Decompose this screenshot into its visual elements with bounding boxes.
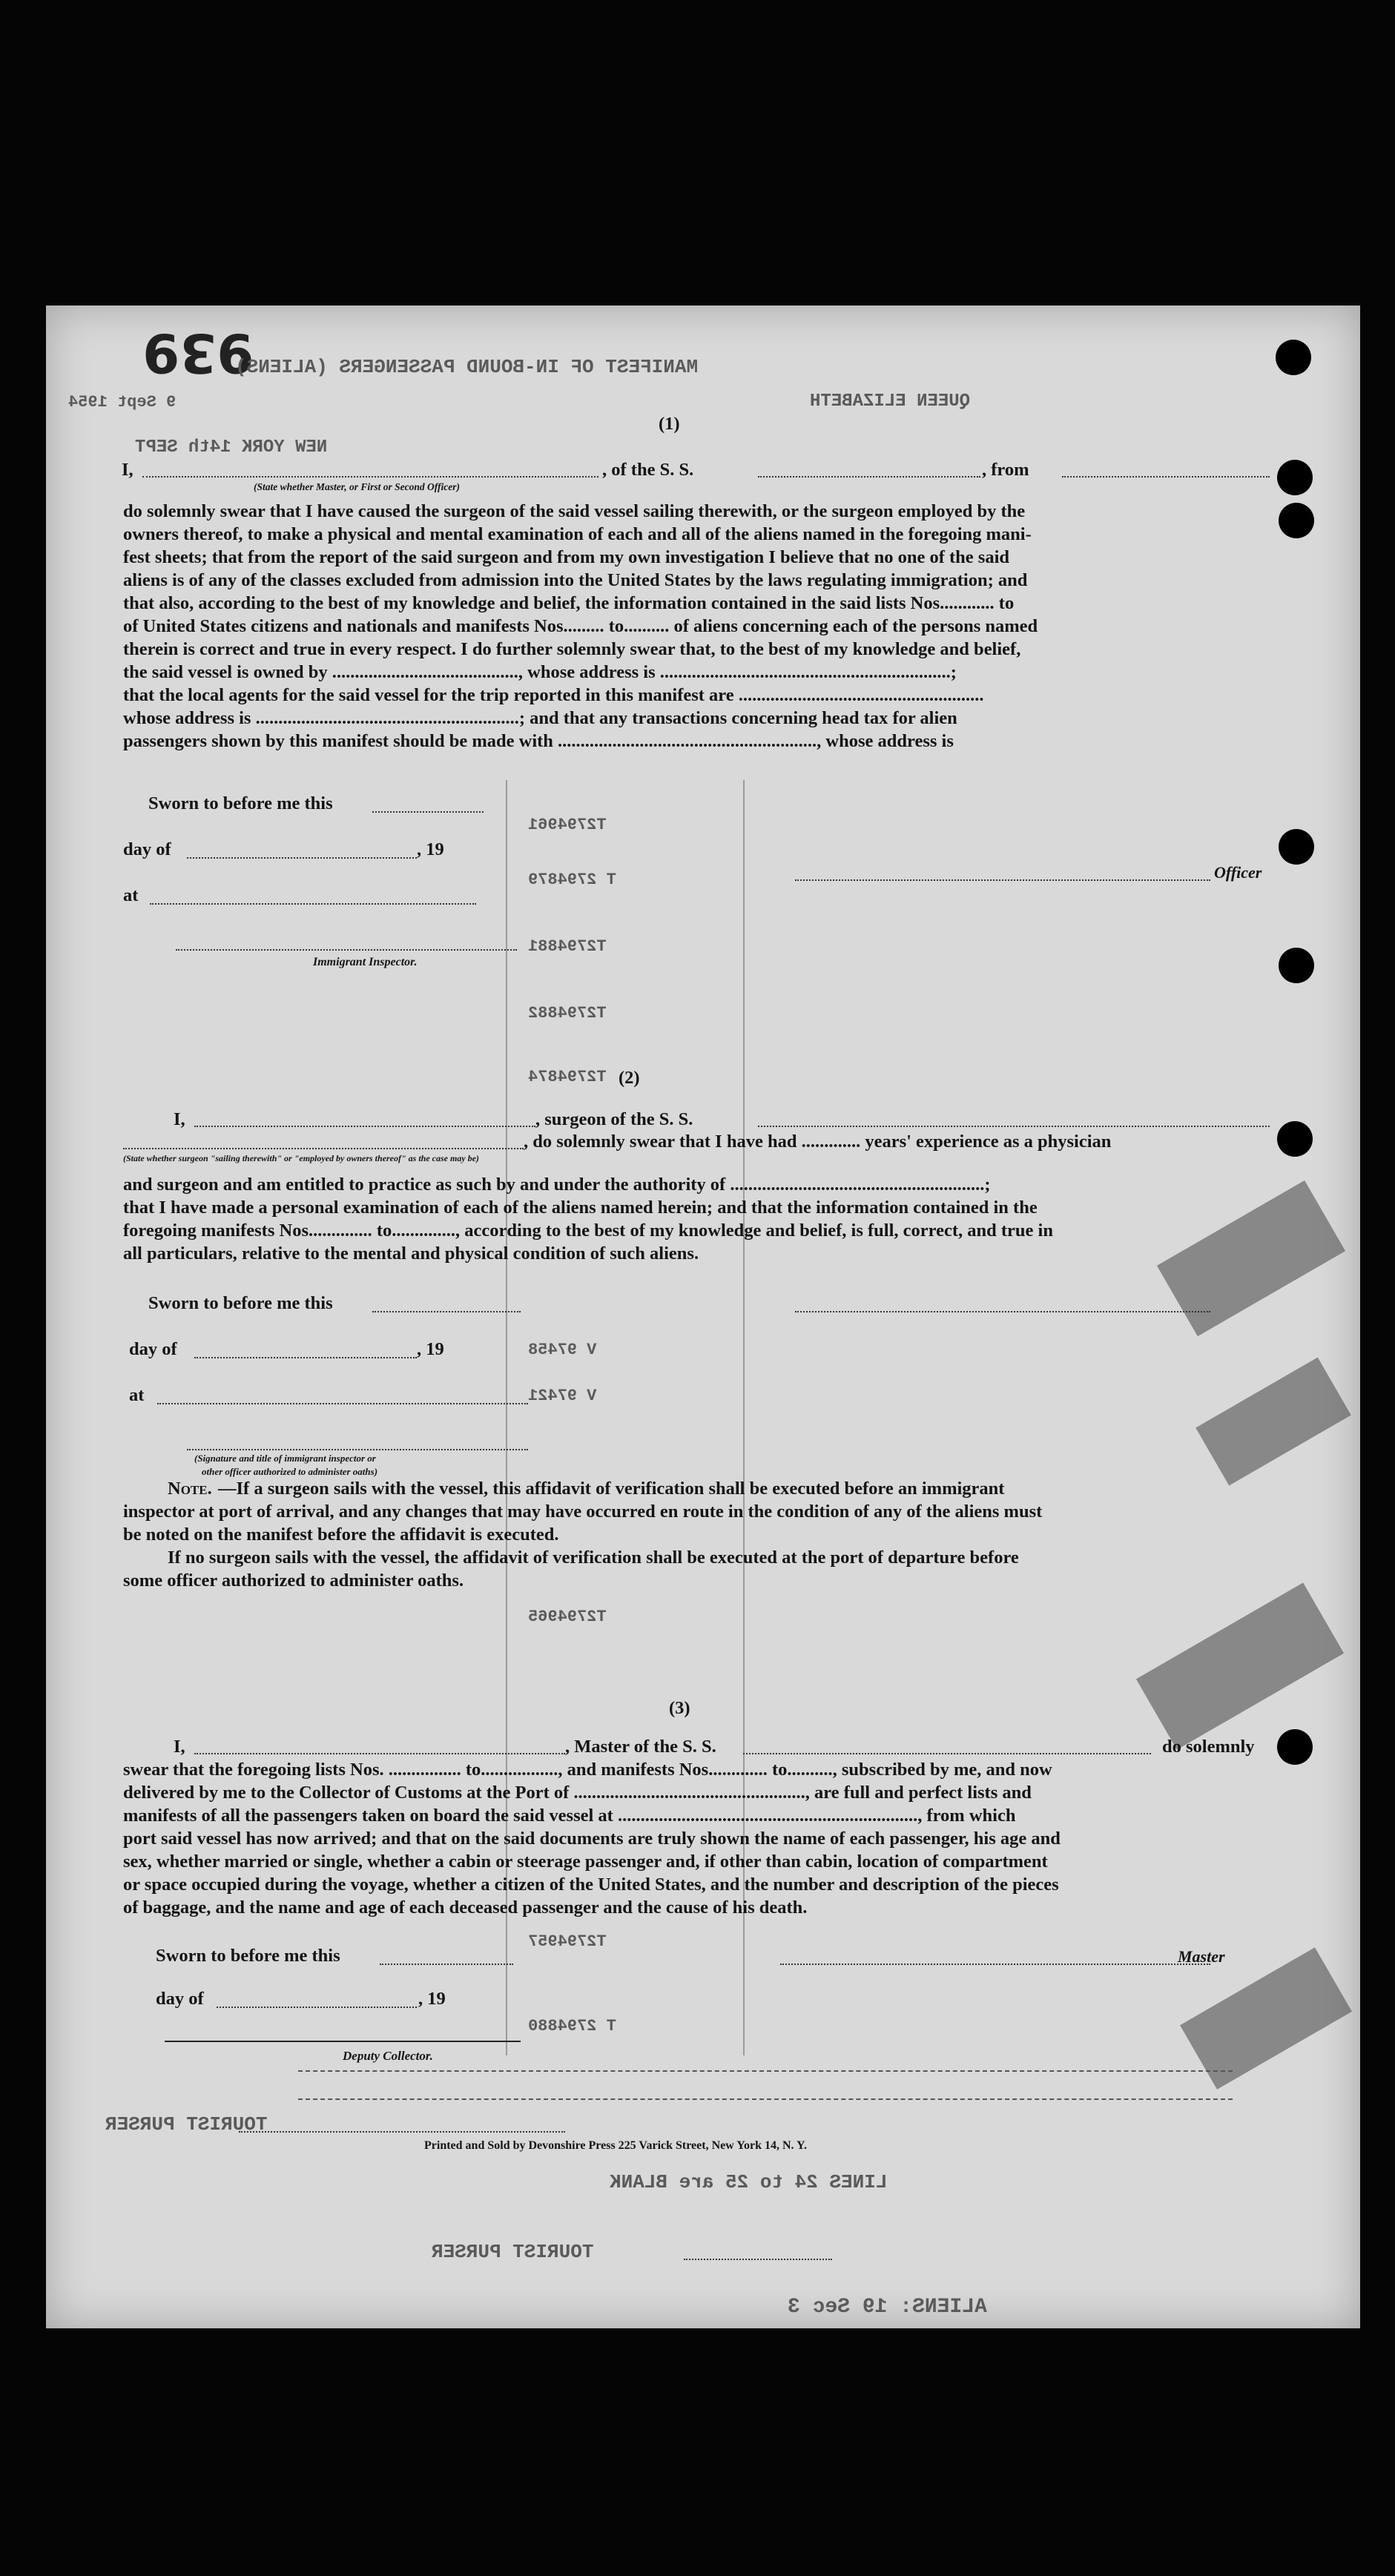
aff1-line1b: , of the S. S. [602,460,694,480]
bleed-number: T2794957 [528,1932,607,1951]
aff3-collector: Deputy Collector. [343,2049,433,2063]
header-date-mirrored: 9 Sept 1954 [68,393,177,412]
aff1-day-of: day of [123,839,171,859]
aff1-sworn: Sworn to before me this [148,793,333,813]
affidavit-3-number: (3) [669,1698,690,1718]
aff3-sworn: Sworn to before me this [156,1946,340,1966]
header-route-mirrored: NEW YORK 14th SEPT [135,437,328,458]
affidavit-2-number: (2) [619,1068,640,1088]
aff2-line1a: I, [174,1109,185,1129]
aff3-year: , 19 [418,1989,446,2009]
bleed-purser2: TOURIST PURSER [432,2241,594,2263]
bleed-purser: TOURIST PURSER [105,2113,268,2136]
bleed-number: V 97458 [528,1341,597,1359]
bleed-number: V 97421 [528,1387,597,1405]
note-label: Note. [168,1479,212,1499]
bleed-number: T 2794880 [528,2017,616,2035]
punch-hole [1279,829,1314,865]
tape-stain [1180,1947,1352,2090]
bleed-aliens: ALIENS: 19 Sec 3 [788,2296,987,2319]
aff1-officer: Officer [1214,863,1262,882]
aff1-inspector: Immigrant Inspector. [313,956,418,968]
bleed-number: T2794882 [528,1004,607,1023]
aff2-caption: (State whether surgeon "sailing therewith" or "employed by owners thereof" as the case may be) [123,1153,479,1163]
manifest-sheet: 939 MANIFEST OF IN-BOUND PASSENGERS (ALIENS) 9 Sept 1954 QUEEN ELIZABETH NEW YORK 14th SEPT (1) I, , of the S. S. , from (State whether Master, or First or Second Officer) do solemnly swear that I have caused the surgeon of the said vessel sailing therewith, or the surgeon employed by the owners thereof, to make a physical and mental examination of each and all of the aliens named in the foregoing mani- fest sheets; that from the report of the said surgeon and from my own investigation I believe that no one of the said aliens is of any of the classes excluded from admission into the United States by the laws regulating immigration; and that also, according to the best of my knowledge and belief, the information contained in the said lists Nos............ to of United States citizens and nationals and manifests Nos......... to.......... of aliens concerning each of the persons named therein is correct and true in every respect. I do further solemnly swear that, to the best of my knowledge and belief, the said vessel is owned by ........................................., whose address is ................................................................; that the local agents for the said vessel for the trip reported in this manifest are ...................................................... whose address is ..........................................................; and that any transactions concerning head tax for alien passengers shown by this manifest should be made with ........................................................., whose address is Sworn to before me this day of , 19 at Immigrant Inspector. Officer (2) I, , surgeon of the S. S. , do solemnly swear that I have had ............. years' experience as a physician (State whether surgeon "sailing therewith" or "employed by owners thereof" as the case may be) and surgeon and am entitled to practice as such by and under the authority of ........................................................; that I have made a personal examination of each of the aliens named herein; and that the information contained in the foregoing manifests Nos.............. to.............., according to the best of my knowledge and belief, is full, correct, and true in all particulars, relative to the mental and physical condition of such aliens. Sworn to before me this day of , 19 at (Signature and title of immigrant inspector or other officer authorized to administer oaths) Note. —If a surgeon sails with the vessel, this affidavit of verification shall be executed before an immigrant inspector at port of arrival, and any changes that may have occurred en route in the condition of any of the aliens must be noted on the manifest before the affidavit is executed. If no surgeon sails with the vessel, the affidavit of verification shall be executed at the port of departure before some officer authorized to administer oaths. (3) I, , Master of the S. S. do solemnly swear that the foregoing lists Nos. ................ to................., and manifests Nos............. to.........., subscribed by me, and now delivered by me to the Collector of Customs at the Port of ..................................................., are full and perfect lists and manifests of all the passengers taken on board the said vessel at .................................................................., from which port said vessel has now arrived; and that on the said documents are truly shown the name of each passenger, his age and sex, whether married or single, whether a cabin or steerage passenger and, if other than cabin, location of compartment or space occupied during the voyage, whether a citizen of the United States, and the number and description of the pieces of baggage, and the name and age of each deceased passenger and the cause of his death. Sworn to before me this day of , 19 Deputy Collector. Master T2794961 T 2794879 T2794881 T2794882 T2794874 V 97421 V 97458 T2794965 T2794957 T 2794880 TOURIST PURSER Printed and Sold by Devonshire Press 225 Varick Street, New York 14, N. Y. LINES 24 to 25 are BLANK TOURIST PURSER ALIENS: 19 Sec 3 [46,306,1360,2328]
bleed-number: T2794961 [528,816,607,834]
bleed-number: T2794965 [528,1608,607,1626]
aff3-master: Master [1178,1947,1225,1966]
aff2-caption2a: (Signature and title of immigrant inspector or [194,1453,376,1464]
aff2-day-of: day of [129,1339,177,1359]
header-title-mirrored: MANIFEST OF IN-BOUND PASSENGERS (ALIENS) [235,356,699,378]
aff1-year: , 19 [417,839,444,859]
aff2-line2: , do solemnly swear that I have had ............. years' experience as a physician [524,1132,1112,1152]
handwritten-number: 939 [142,322,254,384]
aff1-line1c: , from [982,460,1029,480]
tape-stain [1136,1582,1344,1749]
aff3-line1c: do solemnly [1162,1737,1255,1757]
aff3-line1a: I, [174,1737,185,1757]
aff2-year: , 19 [417,1339,444,1359]
aff2-sworn: Sworn to before me this [148,1293,333,1313]
aff3-day-of: day of [156,1989,204,2009]
punch-hole [1279,948,1314,983]
aff2-line1b: , surgeon of the S. S. [535,1109,693,1129]
header-ship-mirrored: QUEEN ELIZABETH [810,392,971,412]
punch-hole [1277,1121,1313,1157]
tape-stain [1196,1358,1351,1486]
aff2-at: at [129,1385,145,1405]
affidavit-1-number: (1) [659,414,680,434]
bleed-number: T2794881 [528,937,607,956]
punch-hole [1276,340,1311,375]
aff2-caption2b: other officer authorized to administer oaths) [202,1466,378,1477]
bleed-number: T2794874 [528,1068,607,1086]
punch-hole [1277,1729,1313,1765]
printer-line: Printed and Sold by Devonshire Press 225 Varick Street, New York 14, N. Y. [424,2139,808,2152]
aff1-caption: (State whether Master, or First or Second Officer) [254,481,461,492]
tape-stain [1157,1180,1345,1336]
punch-hole [1279,503,1314,538]
bleed-lines: LINES 24 to 25 are BLANK [610,2171,888,2193]
aff1-line1a: I, [122,460,133,480]
aff3-line1b: , Master of the S. S. [565,1737,716,1757]
aff1-at: at [123,885,139,905]
punch-hole [1277,460,1313,495]
bleed-number: T 2794879 [528,871,616,889]
